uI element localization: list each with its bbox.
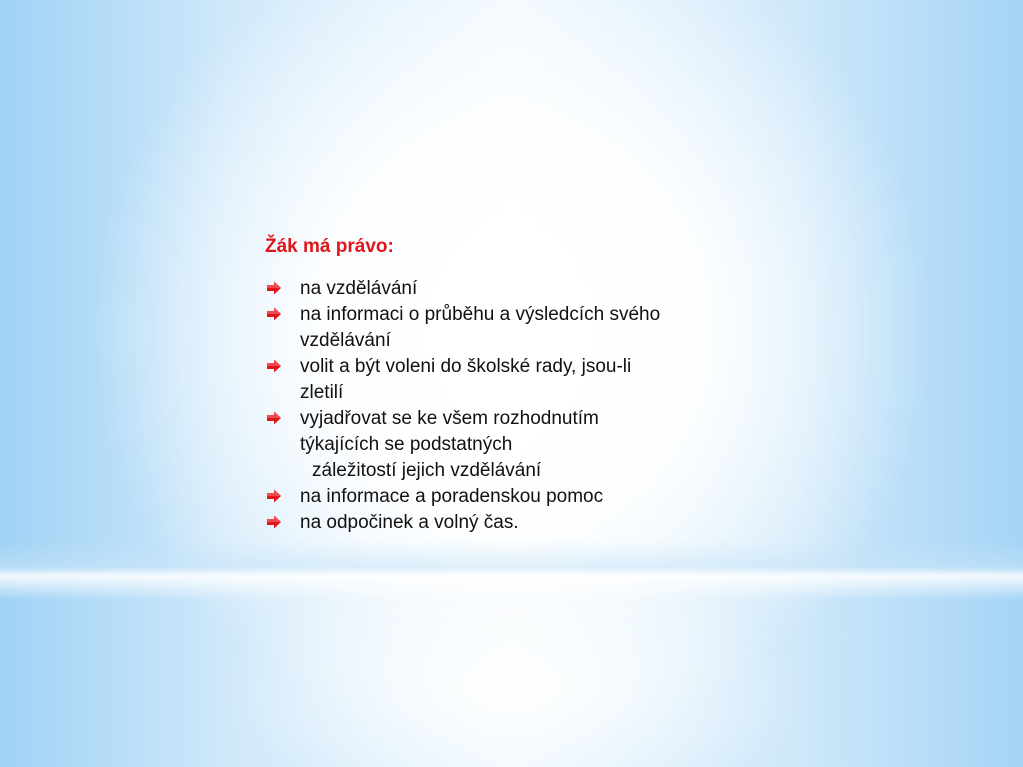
list-item-text: volit a být voleni do školské rady, jsou-li (300, 356, 632, 377)
list-item-text: na vzdělávání (300, 278, 418, 299)
list-item-text: vzdělávání (300, 330, 391, 351)
list-item-text: vyjadřovat se ke všem rozhodnutím (300, 408, 599, 429)
list-item (265, 510, 765, 536)
list-item-text: záležitostí jejich vzdělávání (312, 460, 542, 481)
list-item (265, 276, 765, 302)
list-item-text: týkajících se podstatných (300, 434, 513, 455)
red-arrow-bullet-icon (266, 411, 282, 425)
red-arrow-bullet-icon (266, 281, 282, 295)
slide-heading: Žák má právo: (265, 236, 394, 257)
red-arrow-bullet-icon (266, 307, 282, 321)
red-arrow-bullet-icon (266, 359, 282, 373)
list-item-text: na informace a poradenskou pomoc (300, 486, 604, 507)
red-arrow-bullet-icon (266, 489, 282, 503)
list-item (265, 354, 765, 406)
slide-content (265, 234, 765, 536)
list-item (265, 406, 765, 484)
list-item (265, 302, 765, 354)
red-arrow-bullet-icon (266, 515, 282, 529)
list-item-text: na informaci o průběhu a výsledcích svého (300, 304, 661, 325)
list-item-text: na odpočinek a volný čas. (300, 512, 519, 533)
list-item-text: zletilí (300, 382, 344, 403)
list-item (265, 484, 765, 510)
rights-list (265, 276, 765, 536)
